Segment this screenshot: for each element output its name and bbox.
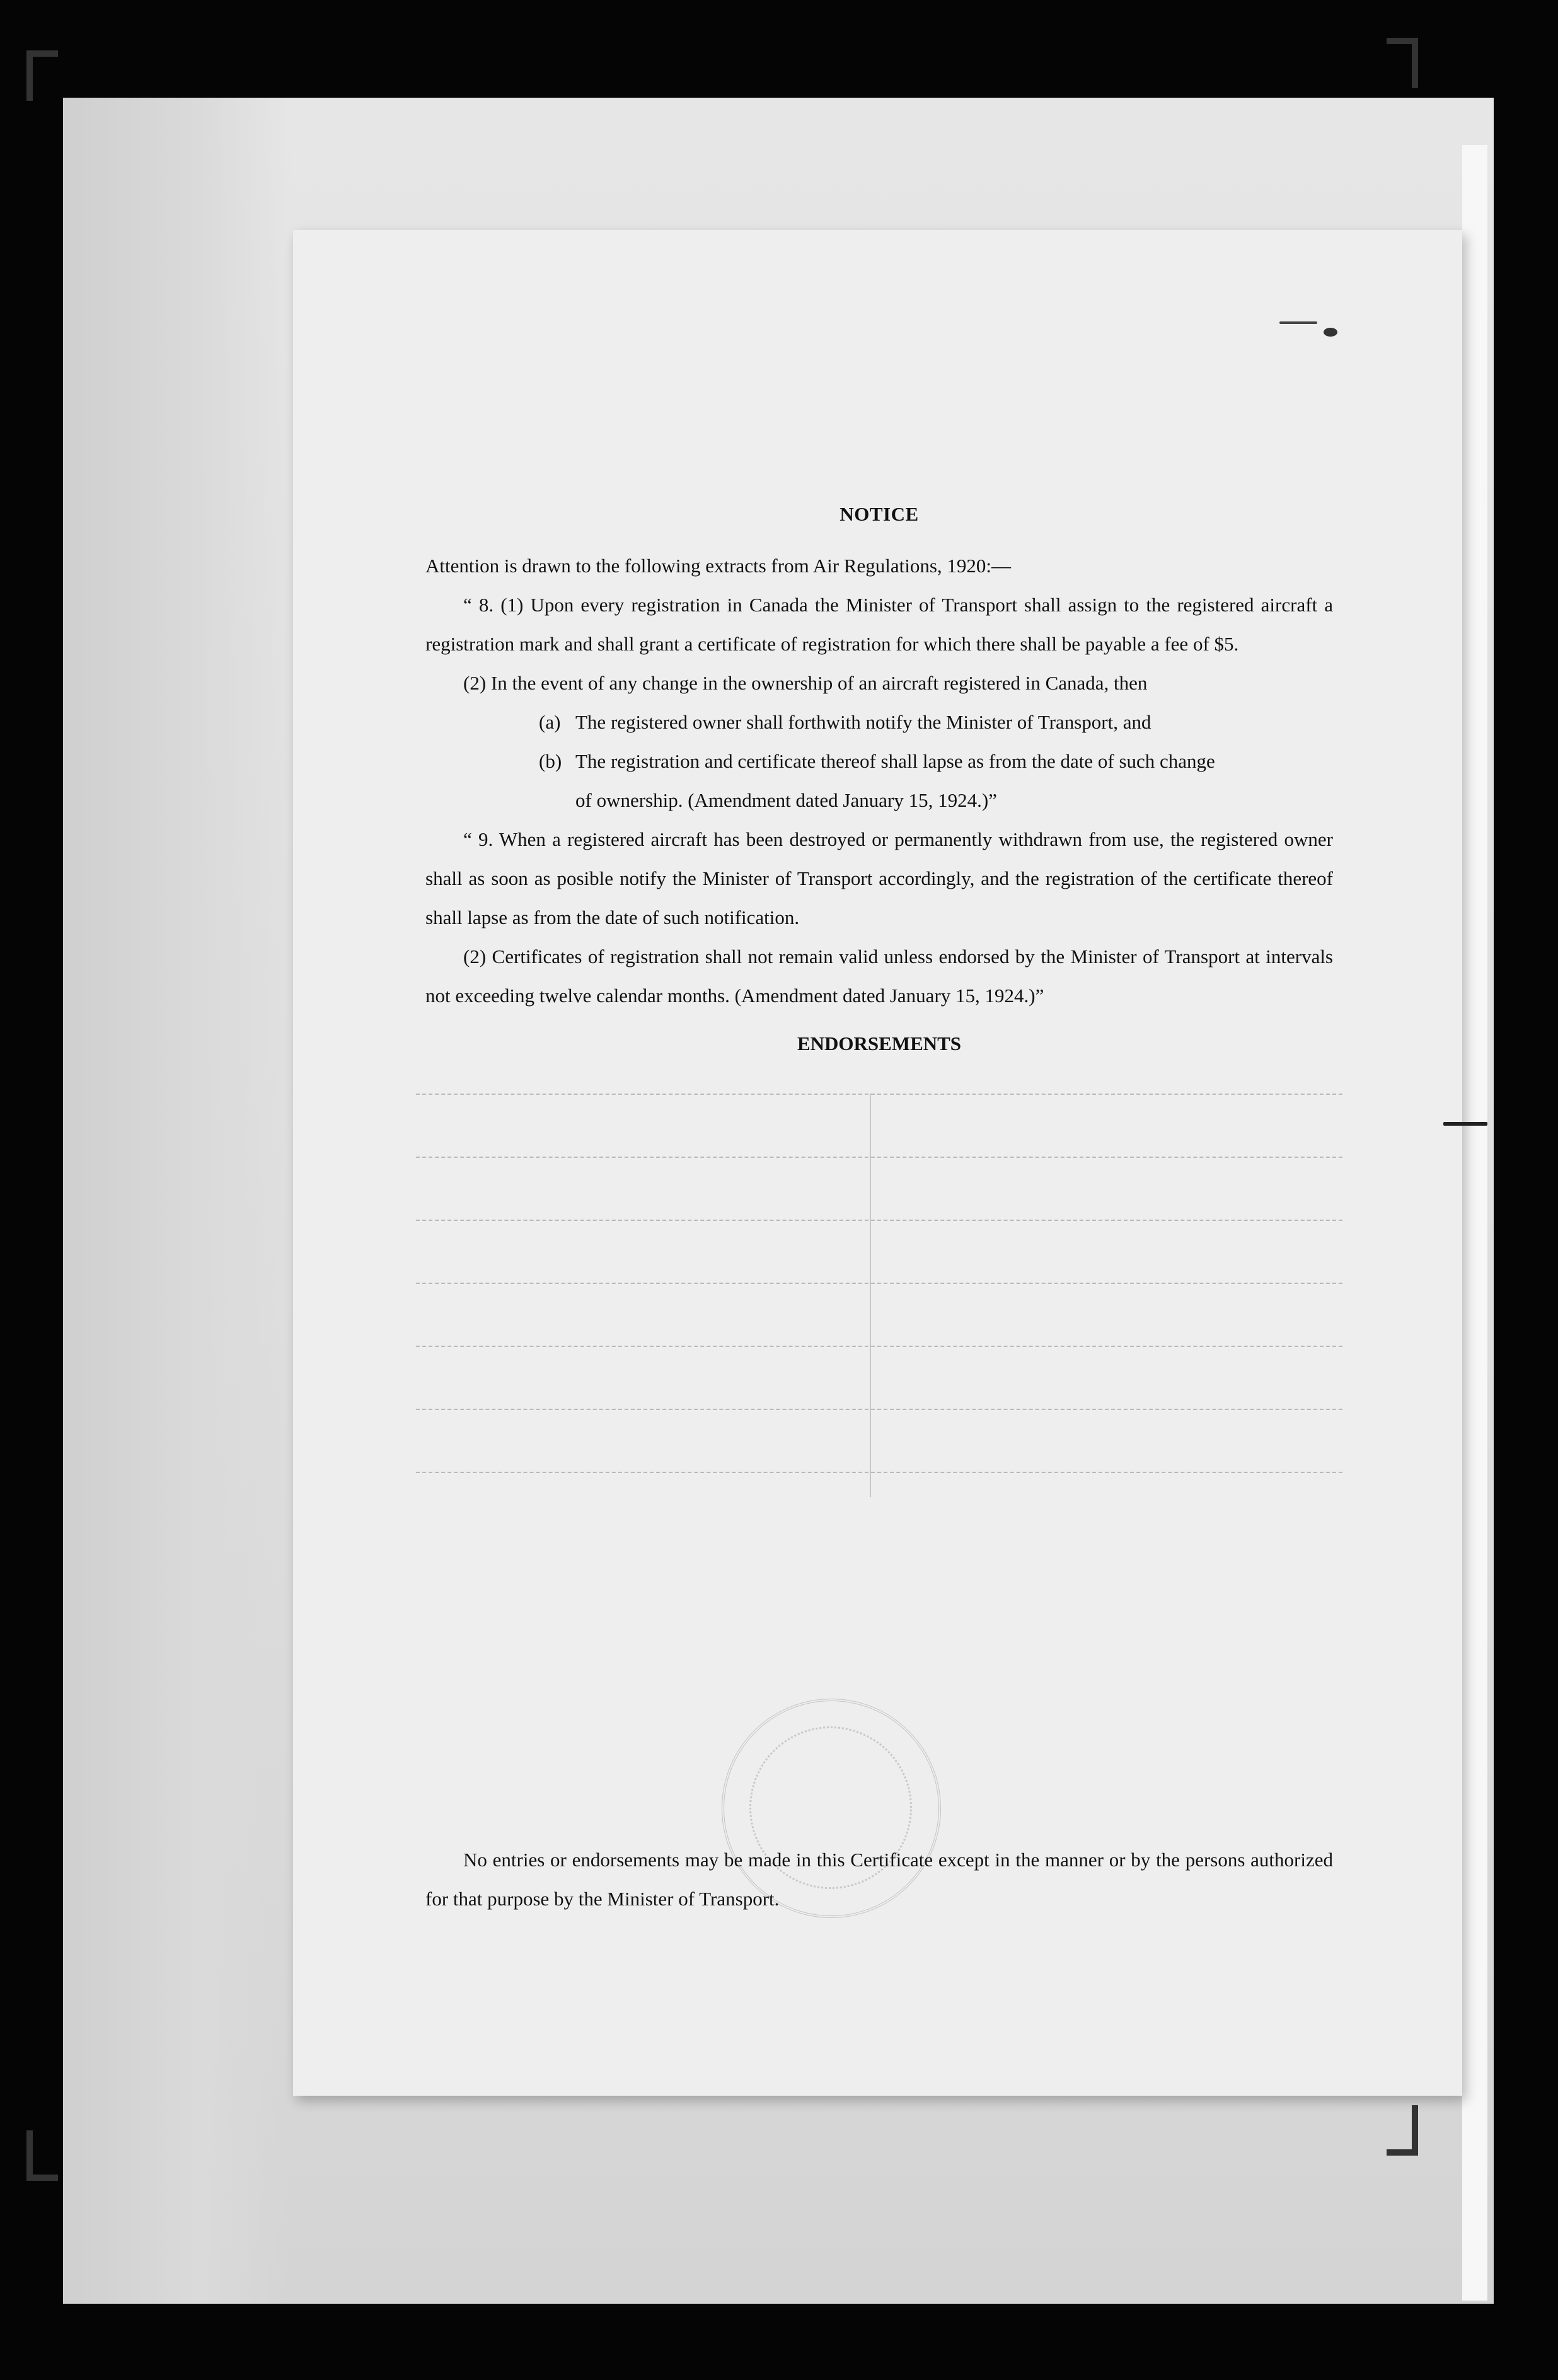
item-a-text: The registered owner shall forthwith notify the Minister of Transport, and (575, 711, 1151, 733)
regulation-8-item-b (539, 742, 1333, 781)
certificate-sheet (293, 230, 1462, 2096)
footer-note-text: No entries or endorsements may be made in this Certificate except in the manner or by the persons authorized for that purpose by the Minister of Transport. (425, 1849, 1333, 1910)
ghost-rule (416, 1220, 1342, 1221)
item-b-marker: (b) (539, 750, 562, 772)
endorsements-heading: ENDORSEMENTS (797, 1032, 962, 1054)
ghost-rule (416, 1472, 1342, 1473)
adjacent-page-shadow (63, 98, 290, 2304)
crop-mark-top-left (26, 50, 58, 101)
scratch-mark (1443, 1122, 1487, 1126)
crop-mark-top-right (1387, 38, 1418, 88)
notice-heading: NOTICE (840, 503, 919, 525)
dust-speck (1324, 328, 1337, 337)
ghost-column-rule (870, 1094, 871, 1497)
ghost-rule (416, 1346, 1342, 1347)
ghost-rule (416, 1094, 1342, 1095)
ghost-rule (416, 1409, 1342, 1410)
intro-line: Attention is drawn to the following extracts from Air Regulations, 1920:— (425, 555, 1012, 577)
item-b-text: The registration and certificate thereof shall lapse as from the date of such change (575, 750, 1215, 772)
show-through-form-lines (416, 1094, 1342, 1749)
regulation-8-paragraph-1: “ 8. (1) Upon every registration in Canada the Minister of Transport shall assign to the registered aircraft a registration mark and shall grant a certificate of registration for which there shall be payable a fee of $5. (425, 594, 1333, 655)
ghost-rule (416, 1157, 1342, 1158)
crop-mark-bottom-right (1387, 2105, 1418, 2156)
ghost-rule (416, 1283, 1342, 1284)
notice-body (425, 495, 1333, 1063)
item-a-marker: (a) (539, 711, 561, 733)
regulation-8-item-a (539, 703, 1333, 742)
crop-mark-bottom-left (26, 2130, 58, 2181)
regulation-8-paragraph-2: (2) In the event of any change in the ownership of an aircraft registered in Canada, then (463, 672, 1148, 694)
regulation-9-paragraph-2: (2) Certificates of registration shall not remain valid unless endorsed by the Minister of Transport at intervals not exceeding twelve calendar months. (Amendment dated January 15, 1924.)” (425, 945, 1333, 1007)
footer-note (425, 1840, 1333, 1919)
regulation-8-item-b-continuation: of ownership. (Amendment dated January 15, 1924.)” (575, 789, 997, 811)
regulation-9-paragraph-1: “ 9. When a registered aircraft has been destroyed or permanently withdrawn from use, the registered owner shall as soon as posible notify the Minister of Transport accordingly, and the registration of the certificate thereof shall lapse as from the date of such notification. (425, 828, 1333, 928)
scratch-mark (1279, 321, 1317, 324)
paper-edge-strip (1462, 145, 1487, 2301)
